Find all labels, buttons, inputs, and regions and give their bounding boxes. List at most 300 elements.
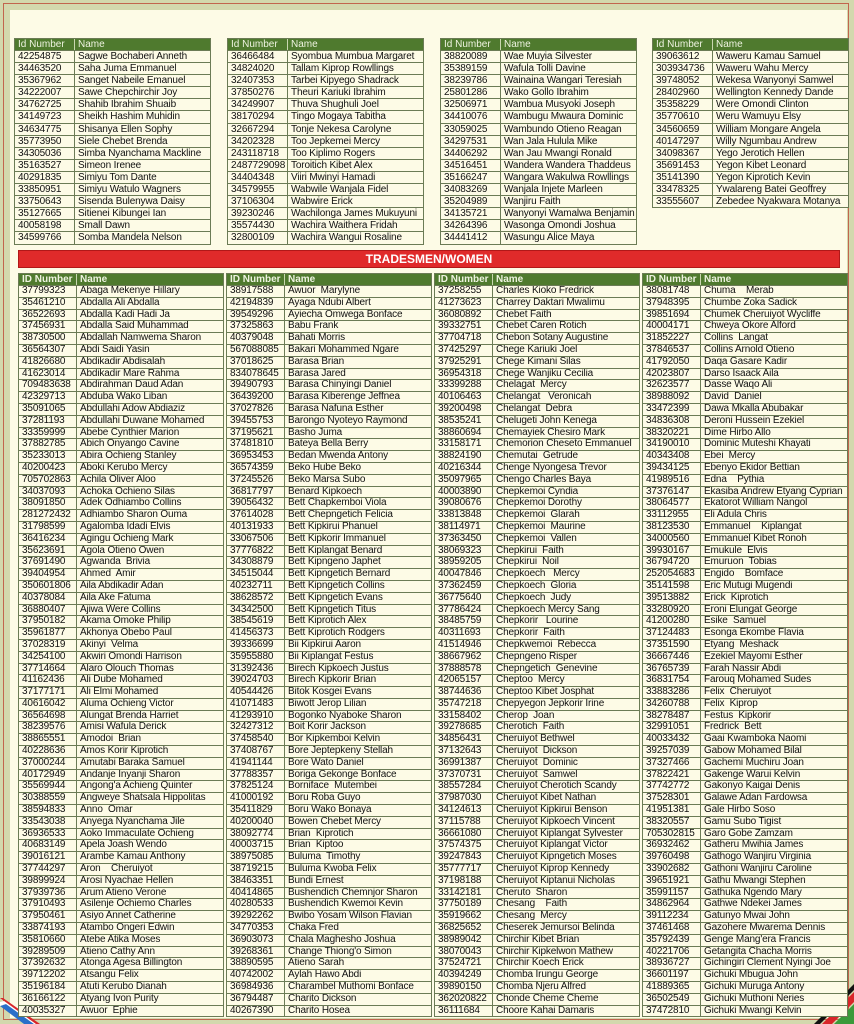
id-number-cell: 39024703	[227, 675, 285, 686]
id-number-cell: 34410076	[441, 111, 501, 122]
id-number-cell: 38865551	[19, 734, 77, 745]
table-row	[435, 922, 639, 934]
table-row	[643, 556, 847, 568]
table-header	[227, 274, 431, 285]
table-row	[643, 344, 847, 356]
table-row	[653, 98, 848, 110]
name-cell: Abdi Saidi Yasin	[80, 344, 150, 355]
id-number-cell: 37027826	[227, 404, 285, 415]
table-row	[643, 851, 847, 863]
id-number-cell: 37987030	[435, 793, 493, 804]
table-header	[19, 274, 223, 285]
id-number-cell: 40280533	[227, 899, 285, 910]
id-number-cell: 35919662	[435, 911, 493, 922]
name-cell: Abdikadir Abdisalah	[80, 356, 165, 367]
name-cell: Ywalareng Batei Geoffrey	[716, 184, 827, 196]
name-cell: Chebet Caren Rotich	[496, 321, 587, 332]
id-number-cell: 35770610	[653, 111, 713, 122]
table-row	[643, 415, 847, 427]
id-number-cell: 34037093	[19, 487, 77, 498]
table-row	[643, 297, 847, 309]
table-row	[435, 556, 639, 568]
name-cell: Atyang Ivon Purity	[80, 993, 159, 1004]
id-number-cell: 40033432	[643, 734, 701, 745]
table-row	[19, 509, 223, 521]
id-number-cell: 303934736	[653, 63, 713, 74]
id-number-cell: 243118718	[228, 148, 288, 159]
name-cell: Cheruiyot Kipkoech Vincent	[496, 816, 615, 827]
table-row	[435, 910, 639, 922]
name-cell: Cheruiyot Kiplangat Victor	[496, 840, 608, 851]
id-number-cell: 34249907	[228, 99, 288, 110]
table-row	[227, 309, 431, 321]
name-cell: Chirchir Kibet Brian	[496, 934, 580, 945]
id-number-cell: 37744297	[19, 864, 77, 875]
name-cell: Cheserek Jemursoi Belinda	[496, 923, 615, 934]
name-cell: Abebe Cynthier Marion	[80, 427, 180, 438]
name-cell: Chebon Sotany Augustine	[496, 333, 609, 344]
table-row	[19, 910, 223, 922]
id-column-header: ID Number	[19, 274, 77, 285]
name-cell: Atsangu Felix	[80, 970, 139, 981]
name-cell: Sagwe Bochaberi Anneth	[78, 51, 188, 62]
id-number-cell: 37408767	[227, 746, 285, 757]
table-row	[643, 780, 847, 792]
id-number-cell: 42329713	[19, 392, 77, 403]
id-number-cell: 37822421	[643, 770, 701, 781]
name-cell: Abira Ochieng Stanley	[80, 451, 177, 462]
table-row	[643, 981, 847, 993]
name-cell: Bogonko Nyaboke Sharon	[288, 710, 402, 721]
name-cell: Bett Kiprotich Alex	[288, 616, 367, 627]
name-cell: Awuor Marylyne	[288, 286, 361, 296]
bottom-table-1	[18, 273, 224, 1017]
id-number-cell: 38988092	[643, 392, 701, 403]
name-cell: Dawa Mkalla Abubakar	[704, 403, 804, 414]
id-number-cell: 38278487	[643, 711, 701, 722]
name-cell: Cheptoo Mercy	[496, 675, 565, 686]
name-column-header: Name	[80, 274, 108, 285]
table-row	[643, 438, 847, 450]
name-cell: Wanjala Injete Marleen	[504, 184, 603, 196]
table-row	[653, 195, 848, 207]
id-number-cell: 281272432	[19, 510, 77, 521]
table-row	[228, 123, 423, 135]
name-cell: Bowen Chebet Mercy	[288, 816, 381, 827]
id-number-cell: 39080676	[435, 498, 493, 509]
id-number-cell: 31392436	[227, 664, 285, 675]
table-row	[643, 627, 847, 639]
id-number-cell: 35091065	[19, 404, 77, 415]
table-row	[19, 438, 223, 450]
id-number-cell: 38959205	[435, 557, 493, 568]
id-number-cell: 34856431	[435, 734, 493, 745]
table-row	[653, 147, 848, 159]
id-number-cell: 38535241	[435, 416, 493, 427]
name-cell: Amodoi Brian	[80, 734, 141, 745]
table-row	[435, 615, 639, 627]
id-number-cell: 38239576	[19, 722, 77, 733]
table-row	[19, 816, 223, 828]
table-row	[227, 568, 431, 580]
id-number-cell: 40267390	[227, 1006, 285, 1017]
id-number-cell: 34308879	[227, 557, 285, 568]
id-column-header: ID Number	[643, 274, 701, 285]
name-cell: Chepngeno Risper	[496, 651, 577, 662]
id-number-cell: 32506971	[441, 99, 501, 110]
name-cell: Abdalla Ali Abdalla	[80, 297, 160, 308]
name-cell: Engido Bomface	[704, 569, 784, 580]
id-number-cell: 35773950	[15, 136, 75, 147]
name-cell: Chemorion Cheseto Emmanuel	[496, 439, 632, 450]
table-header	[441, 39, 636, 50]
id-number-cell: 41456373	[227, 628, 285, 639]
name-cell: Edna Pythia	[704, 474, 765, 485]
id-number-cell: 34560659	[653, 124, 713, 135]
name-cell: Charito Hosea	[288, 1005, 350, 1016]
table-row	[643, 721, 847, 733]
id-number-cell: 35204989	[441, 196, 501, 207]
id-number-cell: 35961877	[19, 628, 77, 639]
id-number-cell: 252054683	[643, 569, 701, 580]
id-number-cell: 33399288	[435, 380, 493, 391]
table-row	[19, 710, 223, 722]
table-row	[643, 651, 847, 663]
table-row	[435, 863, 639, 875]
name-cell: Gathuka Ngendo Mary	[704, 887, 802, 898]
id-number-cell: 36439200	[227, 392, 285, 403]
id-number-cell: 37028319	[19, 640, 77, 651]
table-row	[19, 533, 223, 545]
id-number-cell: 35747218	[435, 699, 493, 710]
id-number-cell: 34824020	[228, 63, 288, 74]
table-row	[227, 922, 431, 934]
table-row	[227, 521, 431, 533]
table-row	[227, 545, 431, 557]
name-cell: Wachilonga James Mukuyuni	[291, 208, 417, 220]
id-number-cell: 35691453	[653, 160, 713, 171]
table-row	[435, 686, 639, 698]
name-cell: Ayiecha Omwega Bonface	[288, 309, 403, 320]
name-cell: Bett Chapkemboi Viola	[288, 498, 387, 509]
id-number-cell: 39760498	[643, 852, 701, 863]
id-number-cell: 38092774	[227, 829, 285, 840]
table-row	[441, 219, 636, 231]
name-cell: Wabwile Wanjala Fidel	[291, 184, 389, 196]
name-cell: Gakonyo Kaigai Denis	[704, 781, 800, 792]
id-number-cell: 37327466	[643, 758, 701, 769]
table-row	[19, 403, 223, 415]
table-row	[227, 297, 431, 309]
id-number-cell: 33883286	[643, 687, 701, 698]
id-number-cell: 38975085	[227, 852, 285, 863]
table-row	[441, 98, 636, 110]
table-row	[643, 497, 847, 509]
id-number-cell: 38081748	[643, 286, 701, 297]
name-cell: Yegon Kiprotich Kevin	[716, 171, 811, 183]
id-number-cell: 37528301	[643, 793, 701, 804]
name-cell: Bett Kipkirui Phanuel	[288, 521, 378, 532]
id-number-cell: 34762725	[15, 99, 75, 110]
table-row	[435, 851, 639, 863]
table-row	[227, 509, 431, 521]
name-cell: Atebe Atika Moses	[80, 934, 161, 945]
table-row	[19, 285, 223, 297]
table-row	[435, 981, 639, 993]
id-number-cell: 39016121	[19, 852, 77, 863]
table-row	[435, 710, 639, 722]
table-row	[19, 592, 223, 604]
name-cell: Cheruiyot Samwel	[496, 769, 578, 780]
id-number-cell: 34441412	[441, 232, 501, 243]
table-row	[228, 147, 423, 159]
table-row	[19, 946, 223, 958]
id-number-cell: 36111684	[435, 1006, 493, 1017]
table-row	[435, 969, 639, 981]
name-cell: Bett Kiplangat Benard	[288, 545, 383, 556]
id-number-cell: 36522693	[19, 310, 77, 321]
id-number-cell: 40232711	[227, 581, 285, 592]
name-cell: Gichuki Muthoni Neries	[704, 993, 805, 1004]
name-cell: Chelagat Mercy	[496, 380, 567, 391]
id-number-cell: 37714664	[19, 664, 77, 675]
table-row	[19, 320, 223, 332]
name-cell: Sheikh Hashim Muhidin	[78, 111, 180, 123]
name-cell: Emuruon Tobias	[704, 557, 777, 568]
name-cell: Sisenda Bulenywa Daisy	[78, 196, 185, 208]
table-row	[19, 615, 223, 627]
id-number-cell: 38989042	[435, 935, 493, 946]
table-row	[435, 828, 639, 840]
id-number-cell: 37704718	[435, 333, 493, 344]
name-cell: Adek Odhiambo Collins	[80, 498, 182, 509]
table-row	[19, 851, 223, 863]
name-cell: Wainaina Wangari Teresiah	[504, 75, 622, 87]
id-number-cell: 40221706	[643, 947, 701, 958]
table-row	[643, 403, 847, 415]
table-row	[435, 733, 639, 745]
id-number-cell: 33750643	[15, 196, 75, 207]
name-cell: Charles Kioko Fredrick	[496, 286, 594, 296]
table-row	[227, 627, 431, 639]
id-number-cell: 34149723	[15, 111, 75, 122]
table-row	[643, 922, 847, 934]
name-cell: Wellington Kennedy Dande	[716, 87, 834, 99]
id-number-cell: 38114971	[435, 522, 493, 533]
id-number-cell: 34516451	[441, 160, 501, 171]
name-cell: Abich Onyango Cavine	[80, 439, 180, 450]
name-cell: Abdullahi Duwane Mohamed	[80, 415, 205, 426]
name-cell: Boru Wako Bonaya	[288, 805, 372, 816]
name-cell: Somba Mandela Nelson	[78, 232, 182, 244]
name-cell: Biwott Jerop Lilian	[288, 698, 367, 709]
name-cell: Sitienei Kibungei Ian	[78, 208, 167, 220]
table-row	[19, 497, 223, 509]
id-number-cell: 36564307	[19, 345, 77, 356]
name-cell: Emmanuel Kibet Ronoh	[704, 533, 807, 544]
table-row	[435, 497, 639, 509]
id-number-cell: 362020822	[435, 994, 493, 1005]
table-row	[435, 769, 639, 781]
table-row	[643, 993, 847, 1005]
name-column-header: Name	[704, 274, 732, 285]
id-number-cell: 40343408	[643, 451, 701, 462]
table-row	[19, 474, 223, 486]
table-row	[643, 427, 847, 439]
id-number-cell: 39056432	[227, 498, 285, 509]
table-row	[227, 804, 431, 816]
id-number-cell: 38824190	[435, 451, 493, 462]
id-number-cell: 38463351	[227, 876, 285, 887]
name-cell: Shisanya Ellen Sophy	[78, 123, 173, 135]
name-cell: Ali Dube Mohamed	[80, 675, 163, 686]
id-number-cell: 40616042	[19, 699, 77, 710]
table-row	[643, 946, 847, 958]
name-cell: Wafula Tolli Davine	[504, 63, 586, 75]
id-number-cell: 32667294	[228, 124, 288, 135]
id-column-header: Id Number	[441, 39, 501, 50]
id-number-cell: 36416234	[19, 534, 77, 545]
id-number-cell: 41826680	[19, 357, 77, 368]
name-cell: Akhonya Obebo Paul	[80, 628, 172, 639]
id-number-cell: 37786424	[435, 605, 493, 616]
name-cell: Chepkirui Noil	[496, 557, 559, 568]
name-cell: Chepngetich Genevine	[496, 663, 598, 674]
name-cell: Boru Roba Guyo	[288, 793, 361, 804]
table-row	[435, 521, 639, 533]
id-number-cell: 33813848	[435, 510, 493, 521]
table-row	[19, 627, 223, 639]
table-row	[19, 769, 223, 781]
name-cell: Arosi Nyachae Hellen	[80, 875, 174, 886]
id-number-cell: 37574375	[435, 840, 493, 851]
table-row	[643, 332, 847, 344]
name-cell: Barasa Brian	[288, 356, 345, 367]
name-cell: Atonga Agesa Billington	[80, 958, 183, 969]
table-row	[643, 533, 847, 545]
name-cell: Chengo Charles Baya	[496, 474, 591, 485]
id-number-cell: 32407353	[228, 75, 288, 86]
table-row	[227, 592, 431, 604]
name-cell: Agalomba Idadi Elvis	[80, 521, 171, 532]
table-row	[435, 344, 639, 356]
id-number-cell: 37258255	[435, 286, 493, 297]
table-row	[19, 993, 223, 1005]
table-row	[19, 486, 223, 498]
id-number-cell: 33543038	[19, 817, 77, 828]
table-row	[227, 851, 431, 863]
name-cell: Aila Ake Fatuma	[80, 592, 151, 603]
id-number-cell: 33280920	[643, 605, 701, 616]
name-cell: Wako Gollo Ibrahim	[504, 87, 589, 99]
table-row	[435, 993, 639, 1005]
id-number-cell: 36991387	[435, 758, 493, 769]
name-cell: Gichingiri Clement Nyingi Joe	[704, 958, 831, 969]
id-number-cell: 38594833	[19, 805, 77, 816]
name-cell: Chumek Cheruiyot Wycliffe	[704, 309, 821, 320]
id-number-cell: 34404348	[228, 172, 288, 183]
table-row	[435, 957, 639, 969]
table-row	[227, 993, 431, 1005]
name-cell: Gaai Kwamboka Naomi	[704, 734, 807, 745]
id-number-cell: 40414865	[227, 888, 285, 899]
name-cell: Aoko Immaculate Ochieng	[80, 828, 194, 839]
name-cell: Bushendich Chemnjor Sharon	[288, 887, 418, 898]
id-number-cell: 34634775	[15, 124, 75, 135]
table-row	[435, 627, 639, 639]
table-row	[643, 898, 847, 910]
id-number-cell: 38719215	[227, 864, 285, 875]
table-row	[227, 651, 431, 663]
id-number-cell: 37425297	[435, 345, 493, 356]
id-number-cell: 39247843	[435, 852, 493, 863]
table-row	[19, 839, 223, 851]
table-row	[435, 651, 639, 663]
name-cell: Bett Kipngetich Collins	[288, 580, 385, 591]
id-number-cell: 38064577	[643, 498, 701, 509]
table-row	[227, 887, 431, 899]
table-row	[643, 1005, 847, 1017]
id-number-cell: 35097965	[435, 475, 493, 486]
name-cell: Ekasiba Andrew Etyang Cyprian	[704, 486, 843, 497]
table-row	[653, 50, 848, 62]
table-row	[435, 486, 639, 498]
id-number-cell: 37846537	[643, 345, 701, 356]
id-number-cell: 35411829	[227, 805, 285, 816]
id-number-cell: 41941144	[227, 758, 285, 769]
name-cell: Simeon Irenee	[78, 159, 142, 171]
name-cell: William Mongare Angela	[716, 123, 821, 135]
id-number-cell: 33902682	[643, 864, 701, 875]
id-number-cell: 35810660	[19, 935, 77, 946]
id-number-cell: 35461210	[19, 298, 77, 309]
id-number-cell: 39112234	[643, 911, 701, 922]
table-row	[643, 828, 847, 840]
table-row	[435, 509, 639, 521]
name-cell: Theuri Kariuki Ibrahim	[291, 87, 386, 99]
name-cell: Wambundo Otieno Reagan	[504, 123, 622, 135]
id-number-cell: 28402960	[653, 87, 713, 98]
table-row	[653, 159, 848, 171]
id-number-cell: 34515044	[227, 569, 285, 580]
name-cell: Wasungu Alice Maya	[504, 232, 595, 244]
name-cell: Wasonga Omondi Joshua	[504, 220, 616, 232]
name-cell: Tallam Kiprop Rowllings	[291, 63, 394, 75]
name-cell: Chumbe Zoka Sadick	[704, 297, 797, 308]
table-row	[643, 604, 847, 616]
table-row	[227, 733, 431, 745]
id-number-cell: 35166247	[441, 172, 501, 183]
name-cell: Buluma Kwoba Felix	[288, 864, 377, 875]
id-number-cell: 34202328	[228, 136, 288, 147]
name-cell: Chepkemoi Glarah	[496, 510, 580, 521]
name-cell: Deroni Hussein Ezekiel	[704, 415, 805, 426]
id-number-cell: 37456931	[19, 321, 77, 332]
name-column-header: Name	[288, 274, 316, 285]
table-row	[435, 592, 639, 604]
name-cell: Bett Kipngetich Titus	[288, 604, 377, 615]
name-cell: Brian Kiprotich	[288, 828, 354, 839]
id-number-cell: 36502549	[643, 994, 701, 1005]
table-row	[227, 957, 431, 969]
table-row	[227, 686, 431, 698]
name-cell: Amutabi Baraka Samuel	[80, 757, 185, 768]
table-row	[435, 604, 639, 616]
name-cell: Gamu Subo Tigist	[704, 816, 782, 827]
table-row	[19, 568, 223, 580]
id-number-cell: 36794487	[227, 994, 285, 1005]
id-number-cell: 33067506	[227, 534, 285, 545]
